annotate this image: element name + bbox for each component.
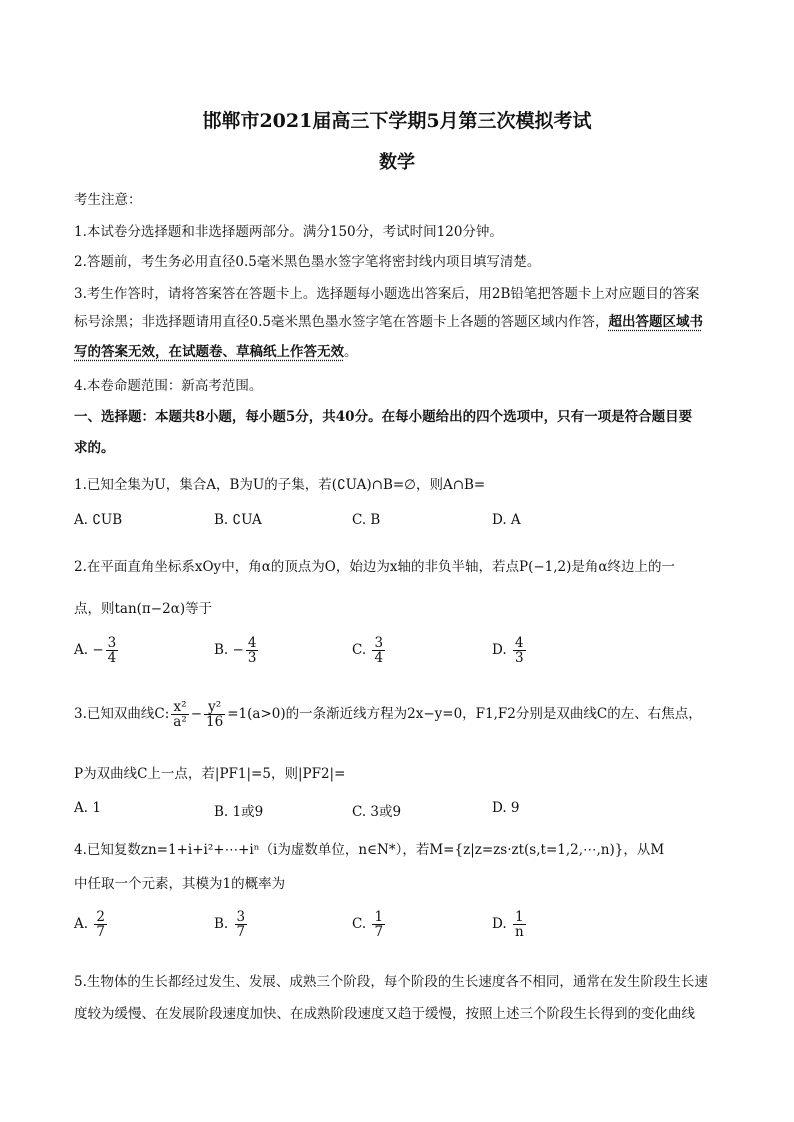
exam-title: 邯郸市2021届高三下学期5月第三次模拟考试 <box>202 110 592 132</box>
question-1-stem: 1.已知全集为U，集合A，B为U的子集，若(∁UA)∩B=∅，则A∩B= <box>74 477 486 493</box>
question-5-line-1: 5.生物体的生长都经过发生、发展、成熟三个阶段，每个阶段的生长速度各不相同，通常在发生阶段生长速 <box>74 974 708 990</box>
q3-option-b: B. 1或9 <box>214 804 264 820</box>
notice-item-3-line-3 <box>74 340 358 360</box>
question-2-stem-line-1: 2.在平面直角坐标系xOy中，角α的顶点为O，始边为x轴的非负半轴，若点P(−1,2)是角α终边上的一 <box>74 559 675 575</box>
question-3-stem-line-1: 3.已知双曲线C: $\frac{\text{x²}}{\text{a²}}$ − $\frac{\text{y²}}{16}$ =1(a>0)的一条渐近线方程为2x−y=0，F1,F2分别是双曲线C的左、右焦点， <box>74 699 702 731</box>
notice-item-4: 4.本卷命题范围：新高考范围。 <box>74 378 263 394</box>
q1-option-c: C. B <box>352 512 381 528</box>
q4-option-c: C. $\frac{1}{7}$ <box>352 909 384 941</box>
notice-item-3-line-1: 3.考生作答时，请将答案答在答题卡上。选择题每小题选出答案后，用2B铅笔把答题卡上对应题目的答案 <box>74 286 700 302</box>
q2-option-d: D. $\frac{4}{3}$ <box>492 635 524 667</box>
question-4-stem-line-1: 4.已知复数zn=1+i+i²+⋯+iⁿ（i为虚数单位，n∈N*），若M={z|z=zs·zt(s,t=1,2,⋯,n)}，从M <box>74 842 665 858</box>
q4-option-d: D. $\frac{1}{n}$ <box>492 909 524 941</box>
question-4-stem-line-2: 中任取一个元素，其模为1的概率为 <box>74 876 286 892</box>
q3-option-c: C. 3或9 <box>352 804 402 820</box>
q1-option-b: B. ∁UA <box>214 512 262 528</box>
notice-item-2: 2.答题前，考生务必用直径0.5毫米黑色墨水签字笔将密封线内项目填写清楚。 <box>74 254 541 270</box>
question-5-line-2: 度较为缓慢、在发展阶段速度加快、在成熟阶段速度又趋于缓慢，按照上述三个阶段生长得到的变化曲线 <box>74 1006 695 1022</box>
q4-option-b: B. $\frac{3}{7}$ <box>214 909 246 941</box>
notice-heading: 考生注意： <box>74 192 142 208</box>
notice-emphasis-end: 写的答案无效，在试题卷、草稿纸上作答无效 <box>74 344 344 360</box>
section-1-heading: 一、选择题：本题共8小题，每小题5分，共40分。在每小题给出的四个选项中，只有一项是符合题目要 <box>74 409 693 425</box>
q1-option-a: A. ∁UB <box>74 512 123 528</box>
notice-item-3-line-2-text: 标号涂黑；非选择题请用直径0.5毫米黑色墨水签字笔在答题卡上各题的答题区域内作答， <box>74 314 609 330</box>
q2-option-c: C. $\frac{3}{4}$ <box>352 635 384 667</box>
q2-option-b: B. − $\frac{4}{3}$ <box>214 635 257 667</box>
section-1-heading-cont: 求的。 <box>74 440 115 456</box>
exam-subject: 数学 <box>379 152 415 173</box>
q3-option-d: D. 9 <box>492 800 520 816</box>
question-2-stem-line-2: 点，则tan(π−2α)等于 <box>74 601 213 617</box>
notice-period: 。 <box>344 344 358 360</box>
q1-option-d: D. A <box>492 512 521 528</box>
notice-emphasis-start: 超出答题区域书 <box>608 314 703 330</box>
notice-item-3-line-2 <box>74 310 703 330</box>
q4-option-a: A. $\frac{2}{7}$ <box>74 909 105 941</box>
notice-item-1: 1.本试卷分选择题和非选择题两部分。满分150分，考试时间120分钟。 <box>74 224 503 240</box>
question-3-stem-line-2: P为双曲线C上一点，若|PF1|=5，则|PF2|= <box>74 766 346 782</box>
q3-option-a: A. 1 <box>74 800 101 816</box>
q2-option-a: A. − $\frac{3}{4}$ <box>74 635 117 667</box>
